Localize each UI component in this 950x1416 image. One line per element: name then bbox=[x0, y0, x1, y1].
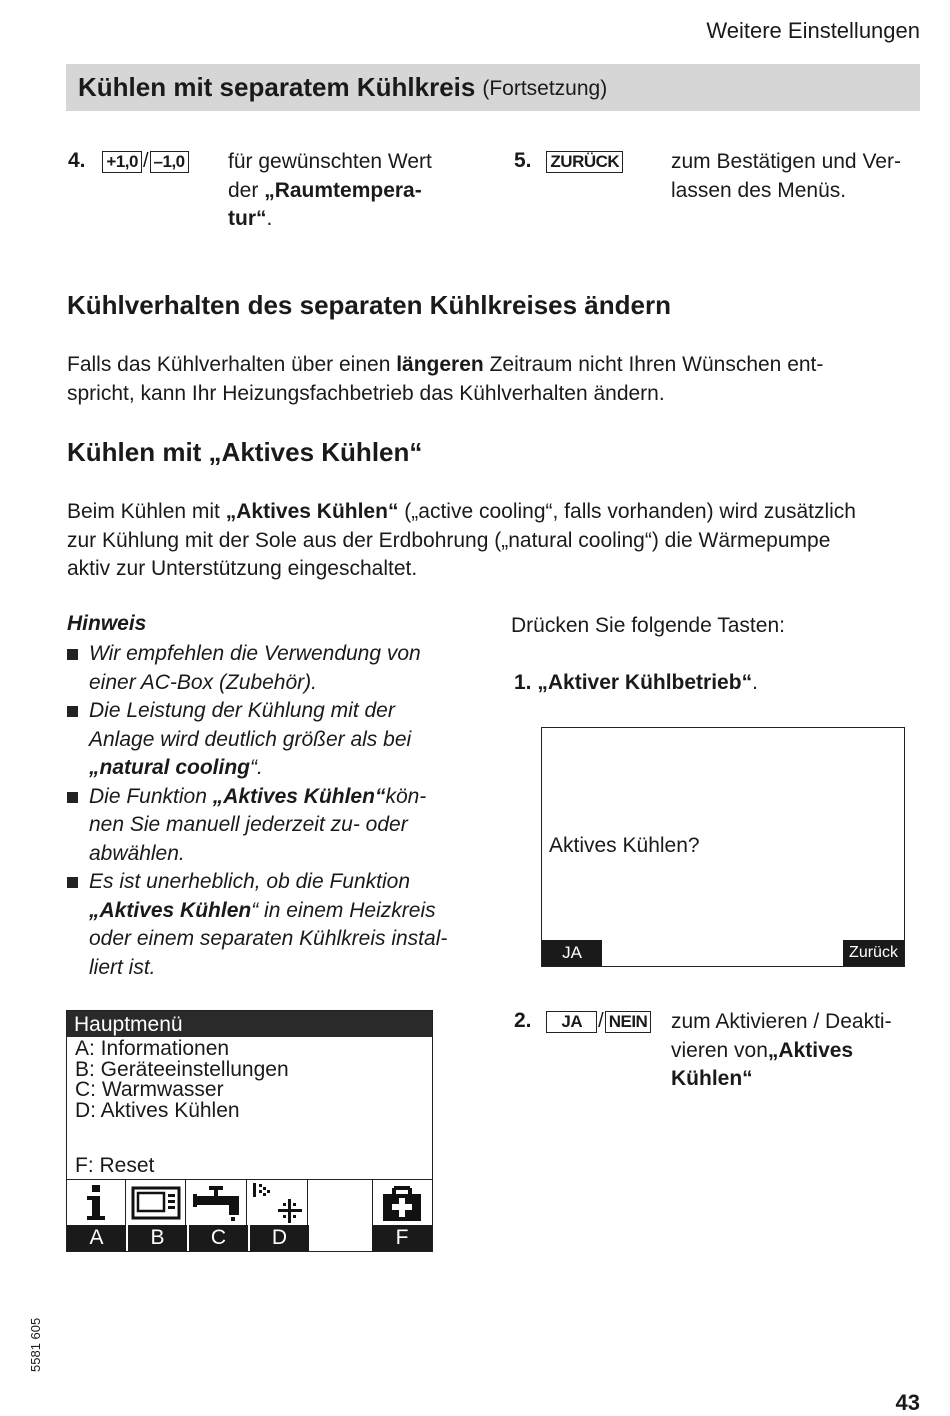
bullet-square-icon bbox=[67, 649, 78, 660]
document-code: 5581 605 bbox=[28, 1317, 43, 1372]
softkey-zurueck[interactable]: Zurück bbox=[843, 940, 904, 966]
running-header: Weitere Einstellungen bbox=[706, 18, 920, 43]
key-separator: / bbox=[142, 150, 149, 172]
para1-line1: Falls das Kühlverhalten über einen längeren Zeitraum nicht Ihren Wünschen ent- bbox=[67, 353, 824, 376]
nein-key[interactable]: NEIN bbox=[605, 1011, 652, 1033]
page-number: 43 bbox=[895, 1390, 920, 1415]
para2-line3: aktiv zur Unterstützung eingeschaltet. bbox=[67, 557, 418, 580]
display-hauptmenue bbox=[66, 1010, 433, 1252]
note-item-2: Die Leistung der Kühlung mit der Anlage wird deutlich größer als bei „natural cooling“. bbox=[67, 697, 487, 783]
section-title-bar bbox=[66, 64, 920, 111]
softkey-b[interactable]: B bbox=[128, 1225, 187, 1251]
softkey-c[interactable]: C bbox=[189, 1225, 248, 1251]
note-item-3: Die Funktion „Aktives Kühlen“kön- nen Sie manuell jederzeit zu- oder abwählen. bbox=[67, 783, 487, 869]
section-subtitle: (Fortsetzung) bbox=[482, 77, 608, 100]
key-separator: / bbox=[598, 1010, 604, 1032]
plus-key[interactable]: +1,0 bbox=[102, 151, 142, 173]
step-5-line1: zum Bestätigen und Ver- bbox=[671, 150, 901, 173]
bullet-square-icon bbox=[67, 792, 78, 803]
softkey-a[interactable]: A bbox=[67, 1225, 126, 1251]
menu-label-row bbox=[67, 1225, 432, 1251]
ja-key[interactable]: JA bbox=[546, 1011, 597, 1033]
paragraph-kuehlverhalten bbox=[67, 351, 823, 408]
menu-item-d[interactable]: D: Aktives Kühlen bbox=[75, 1098, 240, 1122]
bullet-square-icon bbox=[67, 877, 78, 888]
menu-icon-row bbox=[67, 1179, 432, 1226]
heading-aktives-kuehlen: Kühlen mit „Aktives Kühlen“ bbox=[67, 437, 423, 467]
tap-icon[interactable] bbox=[188, 1180, 247, 1226]
menu-item-reset[interactable]: F: Reset bbox=[75, 1154, 155, 1177]
step-2-line2: vieren von„Aktives bbox=[671, 1038, 854, 1062]
softkey-ja[interactable]: JA bbox=[542, 940, 602, 966]
step-2-number: 2. bbox=[514, 1009, 532, 1032]
display-aktives-kuehlen bbox=[541, 727, 905, 967]
paragraph-aktives-kuehlen bbox=[67, 498, 856, 584]
menu-items bbox=[75, 1039, 289, 1121]
zurueck-key[interactable]: ZURÜCK bbox=[546, 151, 623, 173]
menu-title: Hauptmenü bbox=[67, 1011, 432, 1037]
menu-item-a[interactable]: A: Informationen bbox=[75, 1037, 230, 1060]
section-title: Kühlen mit separatem Kühlkreis bbox=[78, 72, 476, 102]
step-2-text bbox=[671, 1008, 892, 1094]
para1-line2: spricht, kann Ihr Heizungsfachbetrieb das Kühlverhalten ändern. bbox=[67, 381, 665, 405]
step-4-keys bbox=[68, 149, 189, 173]
minus-key[interactable]: –1,0 bbox=[150, 151, 189, 173]
info-icon[interactable] bbox=[67, 1180, 126, 1226]
note-item-4: Es ist unerheblich, ob die Funktion „Aktives Kühlen“ in einem Heizkreis oder einem separaten Kühlkreis instal- liert ist. bbox=[67, 868, 487, 982]
note-list bbox=[67, 640, 487, 982]
keys-intro: Drücken Sie folgende Tasten: bbox=[511, 614, 785, 637]
para2-line2: zur Kühlung mit der Sole aus der Erdbohrung („natural cooling“) die Wärmepumpe bbox=[67, 528, 831, 552]
step-4-line2: der „Raumtempera- bbox=[228, 178, 422, 202]
heading-kuehlverhalten: Kühlverhalten des separaten Kühlkreises ändern bbox=[67, 290, 671, 320]
step-4-number: 4. bbox=[68, 149, 86, 172]
step-2-keys bbox=[514, 1009, 651, 1033]
step-4-line3: tur“. bbox=[228, 207, 273, 230]
bullet-square-icon bbox=[67, 706, 78, 717]
display-question: Aktives Kühlen? bbox=[549, 834, 700, 857]
step-5-line2: lassen des Menüs. bbox=[671, 178, 847, 202]
menu-item-b[interactable]: B: Geräteeinstellungen bbox=[75, 1057, 289, 1081]
step-2-line3: Kühlen“ bbox=[671, 1067, 753, 1090]
service-case-icon[interactable] bbox=[372, 1180, 431, 1226]
step-5-keys bbox=[514, 149, 623, 173]
step-4-text bbox=[228, 148, 432, 234]
step-5-number: 5. bbox=[514, 149, 532, 172]
step-1: 1. „Aktiver Kühlbetrieb“. bbox=[514, 671, 758, 694]
menu-item-c[interactable]: C: Warmwasser bbox=[75, 1078, 224, 1101]
cooling-icon[interactable] bbox=[249, 1180, 308, 1226]
para2-line1: Beim Kühlen mit „Aktives Kühlen“ („active cooling“, falls vorhanden) wird zusätzlich bbox=[67, 500, 856, 523]
step-4-line1: für gewünschten Wert bbox=[228, 150, 432, 173]
device-icon[interactable] bbox=[127, 1180, 186, 1226]
note-item-1: Wir empfehlen die Verwendung von einer AC-Box (Zubehör). bbox=[67, 640, 487, 697]
softkey-d[interactable]: D bbox=[250, 1225, 309, 1251]
step-5-text bbox=[671, 148, 901, 205]
softkey-f[interactable]: F bbox=[372, 1225, 432, 1251]
step-2-line1: zum Aktivieren / Deakti- bbox=[671, 1010, 892, 1033]
note-title: Hinweis bbox=[67, 612, 147, 635]
